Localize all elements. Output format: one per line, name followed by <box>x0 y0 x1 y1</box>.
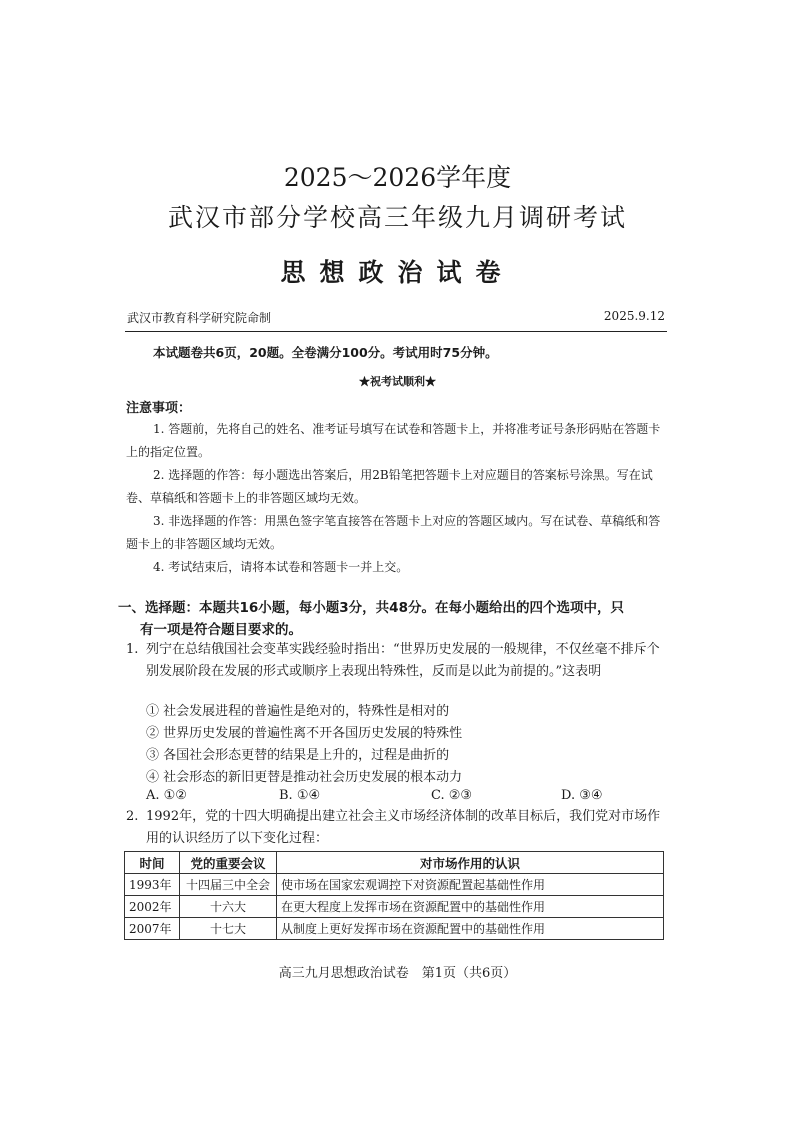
header-time: 时间 <box>125 852 180 874</box>
note-item: 3. 非选择题的作答：用黑色签字笔直接答在答题卡上对应的答题区域内。写在试卷、草稿纸和答题卡上的非答题区域均无效。 <box>126 514 661 551</box>
exam-name: 武汉市部分学校高三年级九月调研考试 <box>167 203 627 232</box>
exam-info: 本试题卷共6页，20题。全卷满分100分。考试用时75分钟。 <box>153 345 498 360</box>
section-heading-line1: 一、选择题：本题共16小题，每小题3分，共48分。在每小题给出的四个选项中，只 <box>118 600 624 616</box>
section-heading <box>118 597 674 641</box>
market-role-table <box>124 851 664 940</box>
good-luck-banner: ★祝考试顺利★ <box>359 375 436 388</box>
cell-time: 2002年 <box>125 896 180 918</box>
note-item: 2. 选择题的作答：每小题选出答案后，用2B铅笔把答题卡上对应题目的答案标号涂黑。写在试卷、草稿纸和答题卡上的非答题区域均无效。 <box>126 468 653 505</box>
header-divider <box>125 331 667 332</box>
choice-d: D. ③④ <box>561 788 603 803</box>
cell-meeting: 十四届三中全会 <box>180 874 277 896</box>
question-1 <box>126 639 671 683</box>
table-row <box>125 874 664 896</box>
question-stem: 列宁在总结俄国社会变革实践经验时指出：“世界历史发展的一般规律，不仅丝毫不排斥个别发展阶段在发展的形式或顺序上表现出特殊性，反而是以此为前提的。”这表明 <box>146 642 660 679</box>
cell-understanding: 使市场在国家宏观调控下对资源配置起基础性作用 <box>277 874 664 896</box>
question-stem: 1992年，党的十四大明确提出建立社会主义市场经济体制的改革目标后，我们党对市场作用的认识经历了以下变化过程： <box>146 809 661 846</box>
statement-4: ④ 社会形态的新旧更替是推动社会历史发展的根本动力 <box>146 770 463 785</box>
question-2 <box>126 806 671 850</box>
table-row <box>125 896 664 918</box>
choice-b: B. ①④ <box>279 788 321 803</box>
school-year: 2025～2026学年度 <box>283 163 512 192</box>
page-footer: 高三九月思想政治试卷 第1页（共6页） <box>278 966 517 981</box>
publisher: 武汉市教育科学研究院命制 <box>127 311 272 325</box>
note-item: 4. 考试结束后，请将本试卷和答题卡一并上交。 <box>153 560 409 574</box>
cell-time: 2007年 <box>125 918 180 940</box>
subject-title: 思想政治试卷 <box>280 258 515 287</box>
note-item: 1. 答题前，先将自己的姓名、准考证号填写在试卷和答题卡上，并将准考证号条形码贴在答题卡上的指定位置。 <box>126 422 661 459</box>
cell-understanding: 在更大程度上发挥市场在资源配置中的基础性作用 <box>277 896 664 918</box>
table-header-row <box>125 852 664 874</box>
header-meeting: 党的重要会议 <box>180 852 277 874</box>
notes-heading: 注意事项： <box>126 401 192 416</box>
choice-a: A. ①② <box>146 788 187 803</box>
cell-meeting: 十六大 <box>180 896 277 918</box>
section-heading-line2: 有一项是符合题目要求的。 <box>140 622 302 638</box>
cell-understanding: 从制度上更好发挥市场在资源配置中的基础性作用 <box>277 918 664 940</box>
choice-c: C. ②③ <box>431 788 473 803</box>
table-row <box>125 918 664 940</box>
cell-time: 1993年 <box>125 874 180 896</box>
statement-1: ① 社会发展进程的普遍性是绝对的，特殊性是相对的 <box>146 704 450 719</box>
question-number: 1. <box>126 642 139 657</box>
question-number: 2. <box>126 809 139 824</box>
header-understanding: 对市场作用的认识 <box>277 852 664 874</box>
statement-2: ② 世界历史发展的普遍性离不开各国历史发展的特殊性 <box>146 726 463 741</box>
cell-meeting: 十七大 <box>180 918 277 940</box>
statement-3: ③ 各国社会形态更替的结果是上升的，过程是曲折的 <box>146 748 450 763</box>
exam-date: 2025.9.12 <box>603 309 665 323</box>
